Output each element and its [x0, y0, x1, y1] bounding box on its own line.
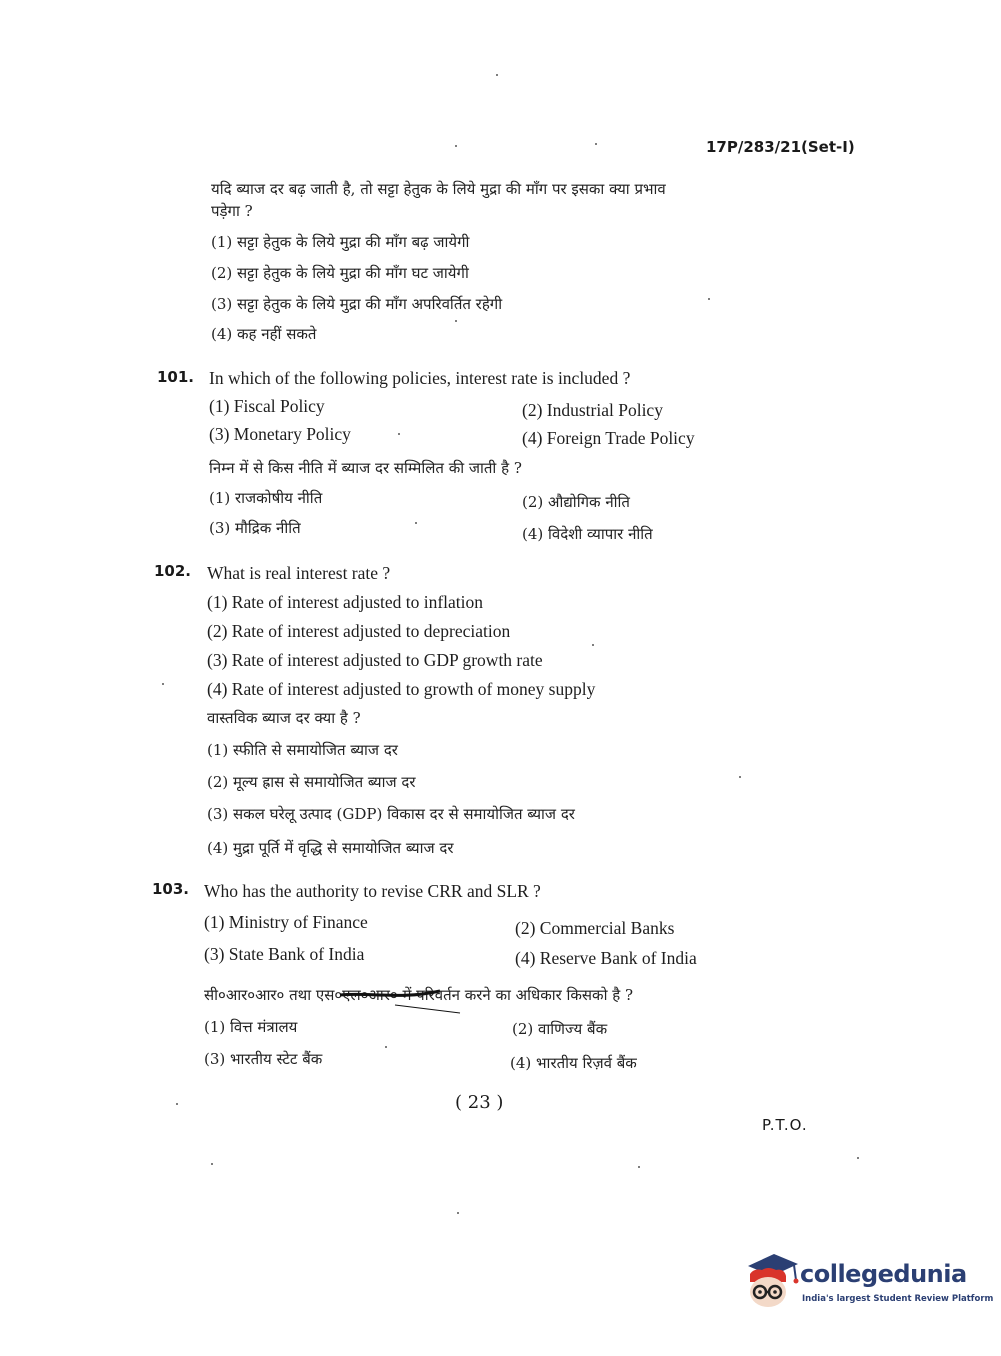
q102-option-en-3: (3) Rate of interest adjusted to GDP growth rate: [207, 650, 543, 670]
collegedunia-watermark: [742, 1248, 994, 1310]
q100-hindi-stem-line1: यदि ब्याज दर बढ़ जाती है, तो सट्टा हेतुक के लिये मुद्रा की माँग पर इसका क्या प्रभाव: [211, 180, 666, 198]
q103-number: 103.: [152, 880, 190, 898]
collegedunia-mascot-icon: [742, 1248, 800, 1310]
q102-english-stem: What is real interest rate ?: [207, 563, 391, 583]
scan-speck: [496, 74, 498, 76]
q103-option-en-2: (2) Commercial Banks: [515, 918, 675, 938]
q100-hindi-stem-line2: पड़ेगा ?: [211, 202, 253, 220]
q101-hindi-stem: निम्न में से किस नीति में ब्याज दर सम्मिलित की जाती है ?: [209, 459, 522, 477]
scan-speck: [457, 1212, 459, 1214]
scan-speck: [385, 1046, 387, 1048]
q102-option-hi-1: (1) स्फीति से समायोजित ब्याज दर: [207, 741, 398, 759]
q102-option-en-4: (4) Rate of interest adjusted to growth of money supply: [207, 679, 596, 699]
q103-option-hi-3: (3) भारतीय स्टेट बैंक: [204, 1050, 323, 1068]
q101-option-hi-3: (3) मौद्रिक नीति: [209, 519, 301, 537]
scan-speck: [857, 1157, 859, 1159]
scan-speck: [162, 683, 164, 685]
paper-code: 17P/283/21(Set-I): [706, 138, 855, 156]
q102-hindi-stem: वास्तविक ब्याज दर क्या है ?: [207, 709, 361, 727]
scan-speck: [455, 145, 457, 147]
collegedunia-brand: collegedunia: [800, 1260, 967, 1288]
q101-number: 101.: [157, 368, 195, 386]
q100-hindi-option-3: (3) सट्टा हेतुक के लिये मुद्रा की माँग अपरिवर्तित रहेगी: [211, 295, 503, 313]
q100-hindi-option-4: (4) कह नहीं सकते: [211, 325, 317, 343]
q102-option-en-1: (1) Rate of interest adjusted to inflation: [207, 592, 484, 612]
page-number: ( 23 ): [455, 1092, 504, 1113]
q101-option-hi-4: (4) विदेशी व्यापार नीति: [522, 525, 653, 543]
q102-option-hi-3: (3) सकल घरेलू उत्पाद (GDP) विकास दर से समायोजित ब्याज दर: [207, 805, 575, 823]
q103-option-en-4: (4) Reserve Bank of India: [515, 948, 697, 968]
q101-option-en-4: (4) Foreign Trade Policy: [522, 428, 695, 448]
scan-speck: [211, 1163, 213, 1165]
q103-option-en-3: (3) State Bank of India: [204, 944, 365, 964]
scan-speck: [638, 1166, 640, 1168]
scan-speck: [455, 320, 457, 322]
q103-option-en-1: (1) Ministry of Finance: [204, 912, 368, 932]
scan-speck: [595, 143, 597, 145]
q103-hindi-stem: सी०आर०आर० तथा एस०एल०आर० में परिवर्तन करने का अधिकार किसको है ?: [204, 986, 634, 1004]
scan-speck: [398, 433, 400, 435]
pto-label: P.T.O.: [762, 1116, 808, 1134]
scan-speck: [176, 1103, 178, 1105]
q101-option-en-3: (3) Monetary Policy: [209, 424, 351, 444]
q101-english-stem: In which of the following policies, interest rate is included ?: [209, 368, 631, 388]
q101-option-en-2: (2) Industrial Policy: [522, 400, 663, 420]
q103-english-stem: Who has the authority to revise CRR and SLR ?: [204, 881, 541, 901]
scan-speck: [592, 644, 594, 646]
scan-speck: [739, 776, 741, 778]
q101-option-en-1: (1) Fiscal Policy: [209, 396, 325, 416]
q102-option-en-2: (2) Rate of interest adjusted to depreciation: [207, 621, 511, 641]
q103-option-hi-2: (2) वाणिज्य बैंक: [512, 1020, 608, 1038]
q102-option-hi-2: (2) मूल्य ह्रास से समायोजित ब्याज दर: [207, 773, 416, 791]
scan-speck: [415, 522, 417, 524]
q100-hindi-option-1: (1) सट्टा हेतुक के लिये मुद्रा की माँग बढ़ जायेगी: [211, 233, 470, 251]
q101-option-hi-2: (2) औद्योगिक नीति: [522, 493, 630, 511]
q100-hindi-option-2: (2) सट्टा हेतुक के लिये मुद्रा की माँग घट जायेगी: [211, 264, 469, 282]
q103-option-hi-4: (4) भारतीय रिज़र्व बैंक: [510, 1054, 637, 1072]
q103-option-hi-1: (1) वित्त मंत्रालय: [204, 1018, 298, 1036]
pen-scribble: [300, 978, 470, 1018]
scan-speck: [708, 298, 710, 300]
q102-option-hi-4: (4) मुद्रा पूर्ति में वृद्धि से समायोजित ब्याज दर: [207, 839, 454, 857]
q102-number: 102.: [154, 562, 192, 580]
q101-option-hi-1: (1) राजकोषीय नीति: [209, 489, 323, 507]
collegedunia-tagline: India's largest Student Review Platform: [802, 1294, 994, 1304]
